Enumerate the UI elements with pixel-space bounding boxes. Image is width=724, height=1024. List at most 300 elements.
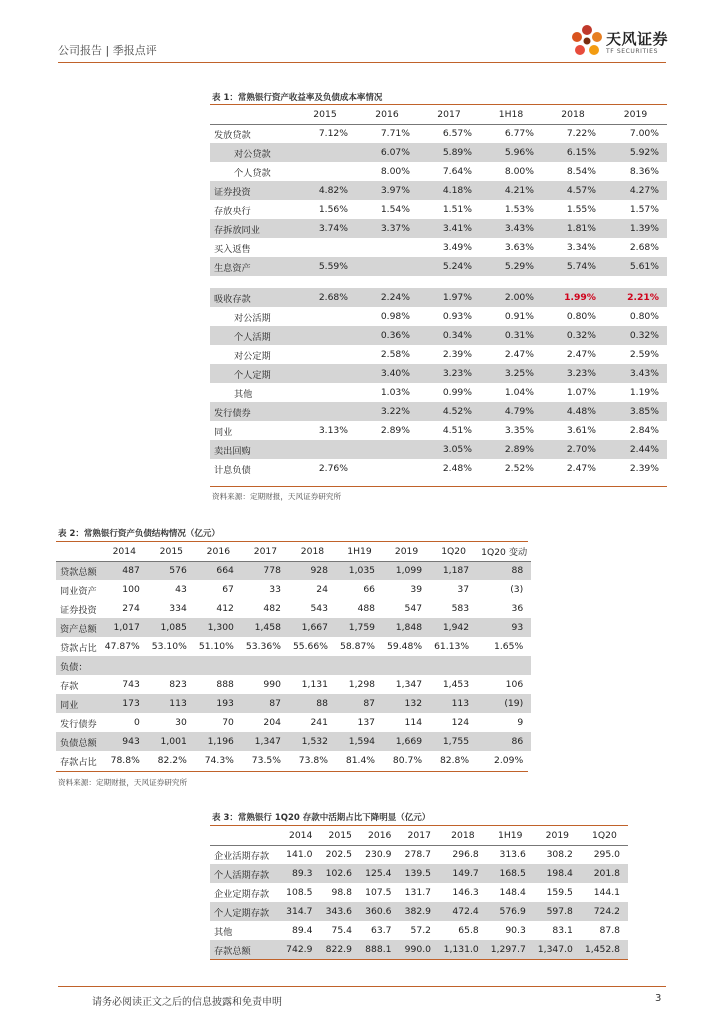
table-cell: 3.63% (504, 242, 534, 253)
table-cell: 8.00% (504, 166, 534, 177)
table-cell: 55.66% (292, 641, 328, 652)
table-cell: 295.0 (593, 849, 620, 861)
row-label: 其他 (214, 926, 233, 938)
table-row (210, 940, 628, 959)
row-label: 企业活期存款 (214, 850, 270, 862)
header-row (210, 105, 667, 124)
row-label: 吸收存款 (210, 288, 294, 307)
column-header: 2016 (368, 829, 392, 841)
table-cell: 382.9 (399, 902, 439, 921)
table-cell: 1.57% (629, 204, 659, 215)
table-cell: 0.36% (356, 326, 418, 345)
table-cell: 5.61% (604, 257, 667, 276)
table-cell: 3.34% (566, 242, 596, 253)
table-cell: 113 (148, 694, 195, 713)
table-cell: 63.7 (371, 925, 392, 936)
table-cell (383, 656, 430, 675)
table-cell: 823 (169, 679, 187, 690)
row-label: 存放央行 (214, 205, 251, 217)
table-cell: 3.23% (542, 364, 604, 383)
table-cell: 7.71% (380, 128, 410, 140)
table-cell (356, 459, 418, 478)
table-cell: 131.7 (404, 887, 431, 898)
table-cell: (3) (510, 584, 524, 595)
row-label (210, 276, 294, 288)
table-cell: 66 (363, 584, 376, 595)
row-label: 贷款占比 (60, 642, 97, 654)
table-row (56, 561, 531, 580)
table-cell: 1,458 (242, 618, 289, 637)
table-cell (604, 276, 667, 288)
table-cell: 198.4 (534, 864, 581, 883)
table-cell (294, 162, 356, 181)
table-cell: 3.61% (566, 425, 596, 436)
table-row (210, 402, 667, 421)
table-cell: 4.21% (480, 181, 542, 200)
table-cell: 1,942 (430, 618, 477, 637)
row-label: 个人定期存款 (210, 902, 281, 921)
table-cell: 4.18% (418, 181, 480, 200)
table-cell: 3.05% (418, 440, 480, 459)
table-cell: 2.70% (542, 440, 604, 459)
table-cell: 343.6 (320, 902, 360, 921)
table-row (210, 440, 667, 459)
table-cell: 132 (383, 694, 430, 713)
row-label: 证券投资 (60, 604, 97, 616)
table-cell: 159.5 (546, 887, 573, 898)
table-cell (294, 143, 356, 162)
row-label: 对公贷款 (210, 143, 294, 162)
table-cell: 1.51% (442, 204, 472, 215)
row-label: 同业 (56, 694, 101, 713)
table-cell: 296.8 (452, 849, 479, 861)
row-label: 生息资产 (210, 257, 294, 276)
column-header: 2018 (300, 545, 325, 557)
table1-bottom-rule (210, 486, 667, 487)
table-cell: 1,453 (442, 679, 470, 690)
table-row (56, 637, 531, 656)
row-label: 负债总额 (56, 732, 101, 751)
table-cell (242, 656, 289, 675)
table-cell: 6.15% (542, 143, 604, 162)
table-cell: 2.24% (356, 288, 418, 307)
table-cell: 0.91% (504, 311, 534, 322)
table-cell: 100 (122, 584, 140, 595)
table-cell (418, 276, 480, 288)
table-cell: 1,017 (101, 618, 148, 637)
table-cell: 1.07% (566, 387, 596, 398)
table-row (210, 219, 667, 238)
table-cell: 0.32% (542, 326, 604, 345)
table-cell: 334 (169, 603, 187, 614)
column-header: 2016 (206, 545, 231, 557)
table-cell: 1,347.0 (534, 940, 581, 959)
table-cell: 173 (101, 694, 148, 713)
column-header: 2014 (112, 545, 136, 557)
table-cell: 5.96% (480, 143, 542, 162)
table-cell (356, 276, 418, 288)
table-cell: 1,667 (289, 618, 336, 637)
table-cell: 3.25% (480, 364, 542, 383)
footer-divider (58, 986, 666, 987)
table-cell: 576 (148, 561, 195, 580)
row-label: 对公活期 (234, 312, 271, 324)
table-cell: 274 (122, 603, 140, 614)
table-cell: 202.5 (325, 849, 352, 861)
row-label: 企业定期存款 (214, 888, 270, 900)
table-cell: 1.54% (380, 204, 410, 215)
table-cell: 3.22% (356, 402, 418, 421)
table-cell: 1,300 (195, 618, 242, 637)
table-row (210, 421, 667, 440)
table-cell: 0 (133, 717, 140, 728)
column-header: 2017 (253, 545, 278, 557)
column-header: 2017 (407, 829, 431, 841)
row-label: 发放贷款 (214, 129, 251, 141)
table-cell: 201.8 (581, 864, 628, 883)
table-cell: 6.77% (504, 128, 534, 140)
row-label: 卖出回购 (210, 440, 294, 459)
table-cell: 8.54% (566, 166, 596, 177)
table-cell: 313.6 (499, 849, 526, 861)
table-cell: 78.8% (110, 755, 140, 766)
table-cell: 4.27% (604, 181, 667, 200)
table-cell: 1,532 (289, 732, 336, 751)
row-label: 个人贷款 (234, 167, 271, 179)
table-row (56, 675, 531, 694)
table-cell: 7.64% (442, 166, 472, 177)
table-cell: 1,131.0 (439, 940, 487, 959)
table-cell: 1,099 (383, 561, 430, 580)
column-header: 2016 (375, 108, 399, 120)
row-label: 同业资产 (60, 585, 97, 597)
table-cell: 2.39% (442, 349, 472, 360)
table-cell: 3.13% (318, 425, 348, 436)
company-logo (570, 24, 680, 60)
table-cell: 0.80% (629, 311, 659, 322)
table-cell: 80.7% (392, 755, 423, 766)
table-cell: 3.23% (418, 364, 480, 383)
table-cell: 1,848 (383, 618, 430, 637)
table-cell: 148.4 (499, 887, 526, 898)
table-cell: 990.0 (399, 940, 439, 959)
header-row (56, 542, 531, 561)
table-cell: 2.76% (318, 463, 348, 474)
table-cell: 5.89% (418, 143, 480, 162)
table-cell: 822.9 (320, 940, 360, 959)
table-cell: 308.2 (546, 849, 573, 861)
table-row (210, 181, 667, 200)
table-row (56, 656, 531, 675)
table-cell: 1,297.7 (487, 940, 534, 959)
column-header: 2019 (545, 829, 570, 841)
table-cell: 89.3 (281, 864, 321, 883)
table-cell: 87.8 (599, 925, 620, 936)
row-label: 负债： (56, 656, 101, 675)
table-cell: 743 (122, 679, 140, 690)
table-cell: 3.49% (442, 242, 472, 253)
table-cell: 0.31% (480, 326, 542, 345)
table-cell: 314.7 (281, 902, 321, 921)
table-cell: 37 (457, 584, 470, 595)
table-row (210, 459, 667, 478)
table-cell: 3.35% (504, 425, 534, 436)
table-cell: 583 (451, 603, 470, 614)
table-cell: 2.47% (504, 349, 534, 360)
table-cell: 83.1 (552, 925, 573, 936)
column-header: 2019 (394, 545, 419, 557)
table-cell: 82.8% (439, 755, 470, 766)
table-cell: 61.13% (434, 641, 470, 652)
table-cell: 75.4 (331, 925, 352, 936)
table-cell: 990 (263, 679, 281, 690)
column-header: 2019 (623, 108, 648, 120)
logo-subtext: TF SECURITIES (606, 48, 658, 55)
table-cell: 724.2 (581, 902, 628, 921)
table-cell: 3.37% (356, 219, 418, 238)
table-cell: 1,035 (336, 561, 383, 580)
row-label: 计息负债 (214, 464, 251, 476)
table-cell: 2.00% (480, 288, 542, 307)
table-cell: 0.32% (604, 326, 667, 345)
table-cell: 168.5 (487, 864, 534, 883)
table-cell: 73.5% (251, 755, 281, 766)
row-label: 个人活期存款 (210, 864, 281, 883)
table-cell: 67 (222, 584, 234, 595)
table-cell: 5.29% (480, 257, 542, 276)
table-cell: 82.2% (157, 755, 187, 766)
table-cell: 58.87% (339, 641, 376, 652)
report-type-header: 公司报告 | 季报点评 (58, 44, 157, 57)
table-cell: 3.74% (294, 219, 356, 238)
page-number: 3 (655, 993, 662, 1004)
table-cell: 149.7 (439, 864, 487, 883)
table2-balance-sheet (56, 542, 531, 770)
table-cell: 472.4 (439, 902, 487, 921)
table-cell: 664 (195, 561, 242, 580)
table-cell (294, 364, 356, 383)
table-cell: 2.47% (566, 463, 596, 474)
table-cell: 488 (357, 603, 376, 614)
table-row (210, 383, 667, 402)
table-row (210, 364, 667, 383)
table-cell: 2.39% (629, 463, 659, 474)
table-row (210, 288, 667, 307)
table-cell: 742.9 (281, 940, 321, 959)
table-cell: 4.48% (542, 402, 604, 421)
table-cell: 204 (263, 717, 281, 728)
row-label: 贷款总额 (56, 561, 101, 580)
table-cell: 1,001 (148, 732, 195, 751)
row-label: 存款 (60, 680, 79, 692)
table-cell: 36 (511, 603, 524, 614)
table-cell: 2.68% (294, 288, 356, 307)
table-row (210, 921, 628, 940)
column-header: 1H18 (498, 108, 524, 120)
table-row (210, 883, 628, 902)
table-cell (477, 656, 531, 675)
table-cell: 8.36% (629, 166, 659, 177)
table-cell: 7.22% (566, 128, 596, 140)
table-cell: 1,347 (395, 679, 423, 690)
table-cell: 39 (410, 584, 423, 595)
table-cell: 113 (430, 694, 477, 713)
table-cell (289, 656, 336, 675)
table3-deposit-structure (210, 826, 628, 959)
table-cell: 6.07% (356, 143, 418, 162)
table-cell: 1.19% (629, 387, 659, 398)
header-row (210, 826, 628, 845)
column-header: 2015 (328, 829, 352, 841)
table3-caption: 表 3：常熟银行 1Q20 存款中活期占比下降明显（亿元） (212, 813, 431, 823)
table-cell: 4.79% (480, 402, 542, 421)
table-cell: 137 (357, 717, 376, 728)
table-row (210, 124, 667, 143)
table-row (56, 599, 531, 618)
table-cell: 9 (517, 717, 524, 728)
table-cell: 5.74% (542, 257, 604, 276)
table-cell: 482 (263, 603, 281, 614)
table-cell: 3.43% (480, 219, 542, 238)
table-cell (195, 656, 242, 675)
column-header: 2015 (313, 108, 337, 120)
table-cell (294, 307, 356, 326)
table-row (210, 238, 667, 257)
table-cell: 33 (269, 584, 281, 595)
table-cell: 81.4% (345, 755, 376, 766)
table-cell (294, 440, 356, 459)
row-label: 发行债券 (60, 718, 97, 730)
table-row (56, 618, 531, 637)
table-row (210, 162, 667, 181)
row-label: 资产总额 (56, 618, 101, 637)
column-header (210, 105, 294, 124)
table-cell: 4.51% (442, 425, 472, 436)
table-cell (294, 383, 356, 402)
table-cell: 74.3% (204, 755, 234, 766)
table-cell: 1,755 (430, 732, 477, 751)
table-cell: 2.58% (380, 349, 410, 360)
table-cell: 360.6 (360, 902, 400, 921)
row-label: 存款占比 (60, 756, 97, 768)
table-cell: 1,669 (383, 732, 430, 751)
table-row (56, 580, 531, 599)
row-label: 个人定期 (210, 364, 294, 383)
row-label: 存拆放同业 (210, 219, 294, 238)
table-cell (294, 402, 356, 421)
table-cell: 53.10% (151, 641, 187, 652)
table-cell: 543 (310, 603, 328, 614)
table-cell: 90.3 (505, 925, 526, 936)
table2-caption: 表 2：常熟银行资产负债结构情况（亿元） (58, 529, 220, 539)
table-cell: 98.8 (331, 887, 352, 898)
table-row (56, 732, 531, 751)
table-cell: 87 (242, 694, 289, 713)
table-cell: 2.68% (629, 242, 659, 253)
table-cell: 193 (195, 694, 242, 713)
column-header (56, 542, 101, 561)
row-label: 同业 (214, 426, 233, 438)
table-cell: 6.57% (442, 128, 472, 140)
table-cell (294, 345, 356, 364)
table-cell: 1,452.8 (581, 940, 628, 959)
table2-source: 资料来源：定期财报，天风证券研究所 (58, 778, 188, 787)
table-cell: 1.53% (504, 204, 534, 215)
table-cell: 576.9 (487, 902, 534, 921)
table-cell: 93 (477, 618, 531, 637)
row-label: 个人活期 (210, 326, 294, 345)
table-row (56, 713, 531, 732)
table-cell: 57.2 (410, 925, 431, 936)
table-cell: 1.97% (418, 288, 480, 307)
table-cell: 30 (175, 717, 187, 728)
table-cell: 3.41% (418, 219, 480, 238)
table1-source: 资料来源：定期财报，天风证券研究所 (212, 492, 342, 501)
table-cell: 2.89% (380, 425, 410, 436)
row-label: 存款总额 (210, 940, 281, 959)
table-cell: 1,347 (242, 732, 289, 751)
table-cell: 547 (404, 603, 423, 614)
table-cell: 70 (222, 717, 234, 728)
table-cell: 1,085 (148, 618, 195, 637)
table-cell: 124 (451, 717, 470, 728)
table-cell: 888 (216, 679, 234, 690)
column-header: 2014 (288, 829, 313, 841)
table-cell: 2.44% (604, 440, 667, 459)
table-cell: 1.39% (604, 219, 667, 238)
table-row (56, 751, 531, 770)
table-cell: 146.3 (452, 887, 479, 898)
table-cell: 8.00% (380, 166, 410, 177)
row-label: 发行债券 (210, 402, 294, 421)
table-cell: 73.8% (298, 755, 328, 766)
table-cell: 2.89% (480, 440, 542, 459)
table-cell: 1,131 (301, 679, 328, 690)
table-cell: 114 (404, 717, 423, 728)
header-divider (58, 62, 666, 63)
table-cell: 88 (289, 694, 336, 713)
table-cell: 1.81% (542, 219, 604, 238)
table-cell: 107.5 (365, 887, 392, 898)
row-label: 对公定期 (234, 350, 271, 362)
table-cell: 487 (101, 561, 148, 580)
table-cell: 1.99% (542, 288, 604, 307)
table-cell: 0.98% (380, 311, 410, 322)
table2-bottom-rule (56, 771, 528, 772)
table-row (210, 864, 628, 883)
table-cell: 2.21% (604, 288, 667, 307)
table-cell: 3.97% (356, 181, 418, 200)
table-cell: 87 (336, 694, 383, 713)
table-cell: 5.92% (604, 143, 667, 162)
table-row (210, 307, 667, 326)
table-cell: 4.52% (418, 402, 480, 421)
column-header: 2018 (561, 108, 585, 120)
column-header: 1H19 (347, 545, 372, 557)
table3-bottom-rule (210, 959, 628, 960)
table-cell: 144.1 (593, 887, 620, 898)
logo-text: 天风证券 (606, 30, 669, 48)
table-cell: 2.59% (629, 349, 659, 360)
table-cell (294, 326, 356, 345)
table-cell: (19) (477, 694, 531, 713)
table-cell: 597.8 (534, 902, 581, 921)
row-label: 其他 (234, 388, 253, 400)
table-cell (294, 276, 356, 288)
table-cell: 59.48% (387, 641, 423, 652)
column-header: 2018 (451, 829, 475, 841)
table-cell: 1,298 (348, 679, 376, 690)
